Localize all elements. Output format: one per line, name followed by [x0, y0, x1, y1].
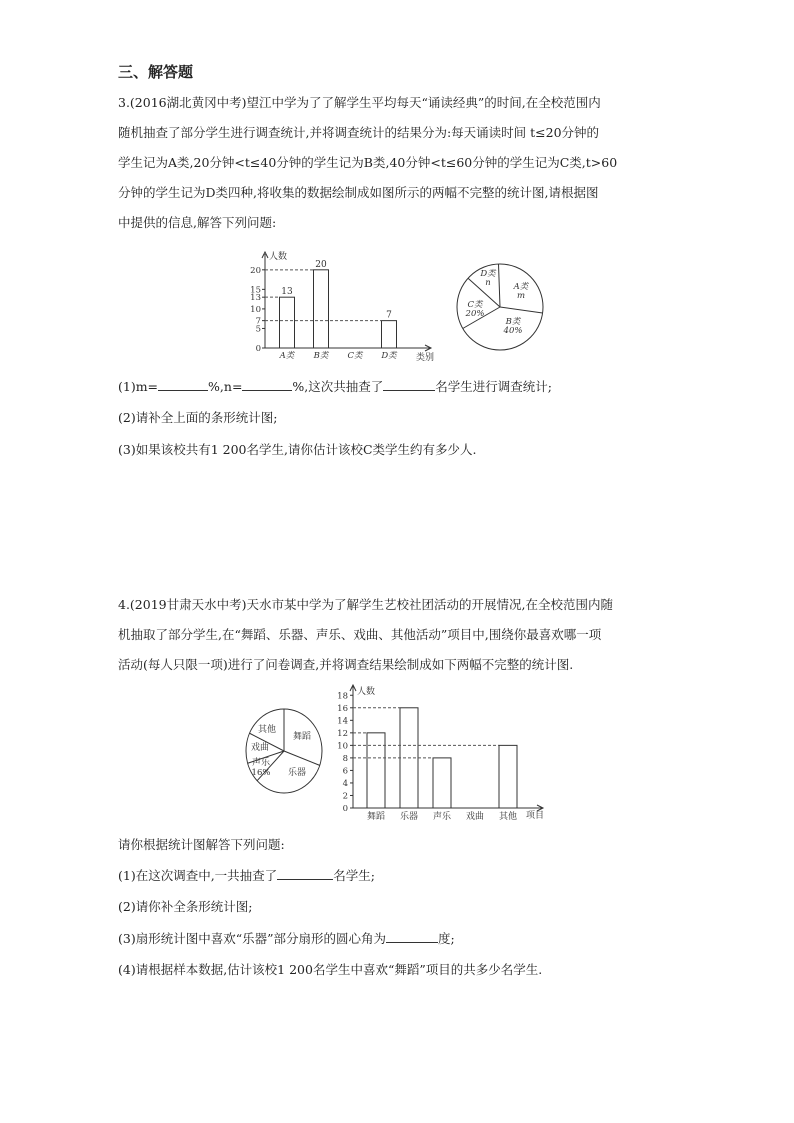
x-axis-label: 类别 [416, 353, 435, 363]
q3-text-end: 度; [438, 931, 455, 946]
q1-text: (1)在这次调查中,一共抽查了 [118, 868, 278, 883]
problem-3-line: 分钟的学生记为D类四种,将收集的数据绘制成如图所示的两幅不完整的统计图,请根据图 [118, 185, 599, 200]
problem-3-q3: (3)如果该校共有1 200名学生,请你估计该校C类学生约有多少人. [118, 442, 477, 457]
y-tick-label: 5 [255, 324, 261, 335]
q1-text-end: 名学生; [333, 868, 375, 883]
problem-3-q1 [118, 377, 552, 395]
problem-3-bar-chart [240, 248, 440, 366]
pie-slice-label: C类 [467, 300, 483, 310]
bar-value-label: 13 [281, 287, 293, 298]
problem-4-pie-chart [245, 708, 325, 794]
problem-4-q4: (4)请根据样本数据,估计该校1 200名学生中喜欢“舞蹈”项目的共多少名学生. [118, 962, 543, 977]
bar-value-label: 7 [386, 310, 392, 321]
y-axis-label: 人数 [269, 252, 288, 262]
pie-slice-label: 其他 [257, 725, 277, 735]
pie-slice-value: 40% [503, 326, 523, 336]
pie-slice-label: 戏曲 [250, 743, 270, 753]
bar [314, 270, 329, 348]
pie-slice-value: m [516, 291, 526, 301]
problem-4-line: 4.(2019甘肃天水中考)天水市某中学为了解学生艺校社团活动的开展情况,在全校范围内随 [118, 597, 613, 612]
q1-text-end: 名学生进行调查统计; [435, 379, 552, 394]
answer-blank[interactable] [386, 930, 438, 943]
y-tick-label: 4 [342, 778, 348, 789]
problem-3-pie-chart [455, 262, 547, 354]
problem-4-q2: (2)请你补全条形统计图; [118, 899, 253, 914]
x-tick-label: A类 [279, 351, 295, 361]
pie-slice-label: B类 [505, 317, 521, 327]
q3-text: (3)扇形统计图中喜欢“乐器”部分扇形的圆心角为 [118, 931, 386, 946]
y-tick-label: 12 [337, 728, 348, 739]
y-tick-label: 10 [250, 304, 261, 315]
x-tick-label: 其他 [498, 812, 518, 822]
y-tick-label: 20 [250, 265, 261, 276]
problem-3-line: 中提供的信息,解答下列问题: [118, 215, 277, 230]
y-tick-label: 6 [342, 766, 348, 777]
problem-3-text [118, 88, 683, 238]
x-tick-label: 舞蹈 [366, 812, 386, 822]
pie-slice-value: n [485, 278, 491, 288]
q1-text-total: %,这次共抽查了 [292, 379, 384, 394]
bar [499, 745, 517, 808]
problem-3-line: 学生记为A类,20分钟<t≤40分钟的学生记为B类,40分钟<t≤60分钟的学生记为C类,t>60 [118, 155, 618, 170]
y-tick-label: 10 [337, 741, 348, 752]
problem-4-q3 [118, 929, 455, 947]
bar [433, 758, 451, 808]
problem-3-q2: (2)请补全上面的条形统计图; [118, 410, 278, 425]
y-tick-label: 16 [337, 703, 348, 714]
pie-slice-label: 乐器 [287, 768, 307, 778]
problem-4-line: 活动(每人只限一项)进行了问卷调查,并将调查结果绘制成如下两幅不完整的统计图. [118, 657, 574, 672]
pie-slice-label: A类 [513, 282, 529, 292]
problem-4-line: 机抽取了部分学生,在“舞蹈、乐器、声乐、戏曲、其他活动”项目中,围绕你最喜欢哪一项 [118, 627, 602, 642]
pie-slice-label: 声乐 [251, 758, 271, 768]
pie-slice-value: 16% [251, 768, 271, 778]
problem-4-intro: 请你根据统计图解答下列问题: [118, 837, 285, 852]
answer-blank[interactable] [277, 867, 333, 880]
pie-slice-label: D类 [480, 269, 496, 279]
y-tick-label: 0 [255, 344, 261, 354]
bar [280, 297, 295, 348]
bar-value-label: 20 [315, 259, 327, 270]
y-tick-label: 0 [342, 804, 348, 814]
y-tick-label: 13 [250, 293, 261, 304]
x-tick-label: 乐器 [399, 812, 419, 822]
x-tick-label: B类 [313, 351, 329, 361]
q1-text-n: %,n= [208, 379, 243, 394]
y-tick-label: 7 [255, 316, 261, 327]
bar [382, 321, 397, 348]
pie-slice-label: 舞蹈 [292, 732, 312, 742]
x-tick-label: C类 [347, 351, 363, 361]
y-tick-label: 8 [342, 753, 348, 764]
problem-3-line: 3.(2016湖北黄冈中考)望江中学为了了解学生平均每天“诵读经典”的时间,在全校范围内 [118, 95, 601, 110]
y-tick-label: 2 [342, 791, 348, 802]
pie-slice-value: 20% [465, 309, 485, 319]
problem-4-bar-chart [330, 684, 555, 824]
problem-4-q1 [118, 866, 375, 884]
bar [367, 733, 385, 808]
q1-text-m: (1)m= [118, 379, 159, 394]
y-tick-label: 18 [337, 691, 348, 702]
x-axis-label: 项目 [526, 811, 545, 821]
problem-4-text [118, 590, 683, 680]
x-tick-label: D类 [381, 351, 397, 361]
answer-blank[interactable] [242, 378, 292, 391]
answer-blank[interactable] [158, 378, 208, 391]
y-tick-label: 15 [250, 285, 261, 296]
answer-blank[interactable] [383, 378, 435, 391]
x-tick-label: 戏曲 [465, 812, 485, 822]
problem-3-line: 随机抽查了部分学生进行调查统计,并将调查统计的结果分为:每天诵读时间 t≤20分钟的 [118, 125, 600, 140]
y-axis-label: 人数 [357, 687, 376, 697]
y-tick-label: 14 [337, 716, 348, 727]
section-title: 三、解答题 [118, 63, 194, 81]
x-tick-label: 声乐 [432, 812, 452, 822]
